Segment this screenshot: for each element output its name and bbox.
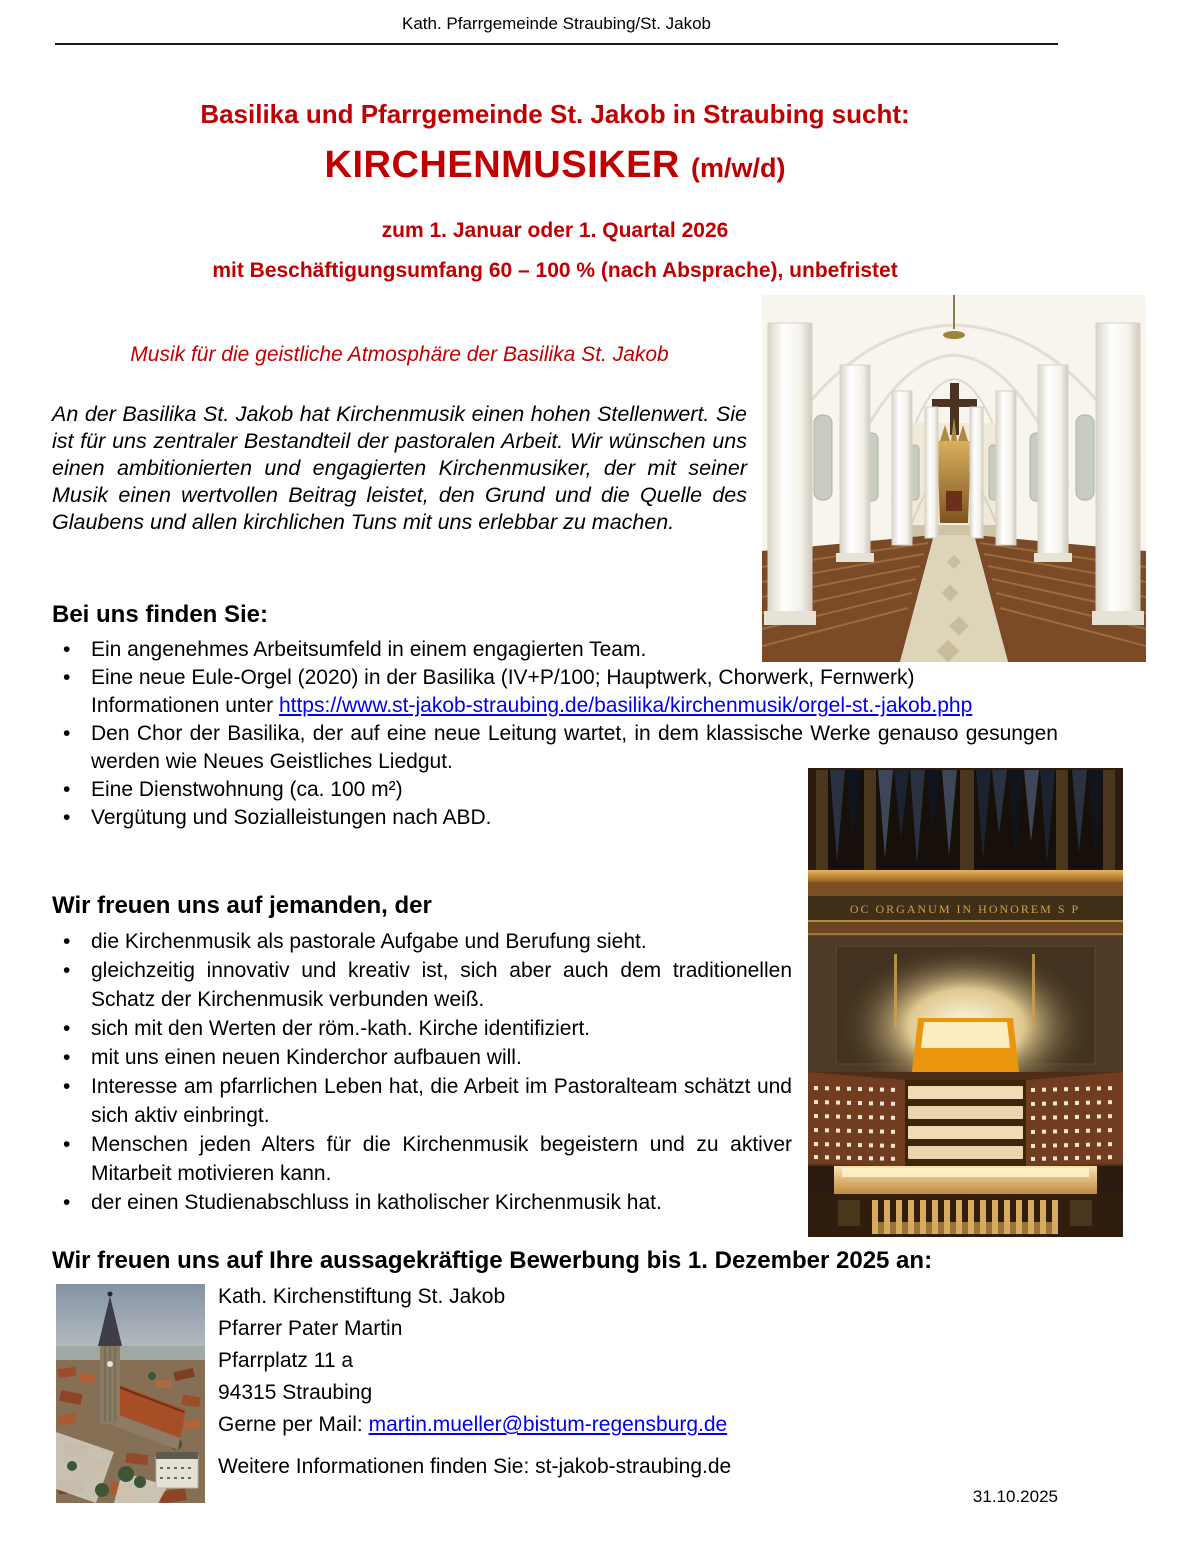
chandelier bbox=[943, 331, 965, 339]
offer-item-text: Ein angenehmes Arbeitsumfeld in einem engagierten Team. bbox=[91, 638, 647, 661]
contact-street: Pfarrplatz 11 a bbox=[218, 1349, 354, 1372]
contact-block bbox=[218, 1281, 727, 1441]
wish-item bbox=[52, 956, 792, 1014]
manuals bbox=[905, 1080, 1026, 1166]
offer-item-text: Vergütung und Sozialleistungen nach ABD. bbox=[91, 806, 492, 829]
wish-heading: Wir freuen uns auf jemanden, der bbox=[52, 892, 432, 919]
job-title bbox=[52, 144, 1058, 187]
intro-subtitle: Musik für die geistliche Atmosphäre der Basilika St. Jakob bbox=[130, 343, 669, 366]
wish-item-text: der einen Studienabschluss in katholischer Kirchenmusik hat. bbox=[91, 1191, 662, 1214]
orgel-info-link[interactable]: https://www.st-jakob-straubing.de/basilika/kirchenmusik/orgel-st.-jakob.php bbox=[278, 694, 973, 717]
organ-inscription-text: OC ORGANUM IN HONOREM S P bbox=[849, 902, 1081, 916]
employment-scope-line: mit Beschäftigungsumfang 60 – 100 % (nach Absprache), unbefristet bbox=[212, 259, 898, 282]
wish-item-text: die Kirchenmusik als pastorale Aufgabe und Berufung sieht. bbox=[91, 930, 647, 953]
aerial-basilica-photo bbox=[56, 1284, 205, 1503]
white-building bbox=[156, 1452, 198, 1488]
offer-item-text: Informationen unter bbox=[91, 694, 274, 717]
start-date-line: zum 1. Januar oder 1. Quartal 2026 bbox=[381, 219, 729, 242]
offer-heading: Bei uns finden Sie: bbox=[52, 601, 269, 628]
more-info-line: Weitere Informationen finden Sie: st-jakob-straubing.de bbox=[218, 1455, 732, 1478]
header-divider bbox=[55, 43, 1058, 45]
job-title-mwd: (m/w/d) bbox=[690, 153, 786, 183]
organ-pipes bbox=[816, 770, 1115, 870]
offer-item-text: Den Chor der Basilika, der auf eine neue Leitung wartet, in dem klassische Werke genauso gesungen werden wie Neues Geistliches Liedgut. bbox=[91, 722, 1058, 773]
organ-console-photo bbox=[808, 768, 1123, 1237]
wish-item bbox=[52, 1188, 792, 1217]
wish-item bbox=[52, 1072, 792, 1130]
title-line-1: Basilika und Pfarrgemeinde St. Jakob in Straubing sucht: bbox=[200, 99, 910, 129]
email-link[interactable]: martin.mueller@bistum-regensburg.de bbox=[368, 1413, 728, 1436]
job-title-main: KIRCHENMUSIKER bbox=[324, 144, 680, 186]
offer-item-text: Eine Dienstwohnung (ca. 100 m²) bbox=[91, 778, 403, 801]
church-interior-photo bbox=[762, 295, 1146, 662]
intro-paragraph: An der Basilika St. Jakob hat Kirchenmusik einen hohen Stellenwert. Sie ist für uns zentraler Bestandteil der pastoralen Arbeit. Wir wünschen uns einen ambitionierten und engagierten Kirchenmusiker, der mit seiner Musik einen wertvollen Beitrag leistet, den Grund und die Quelle des Glaubens und allen kirchlichen Tuns mit uns erlebbar zu machen. bbox=[52, 401, 747, 534]
mail-label: Gerne per Mail: bbox=[218, 1413, 363, 1436]
wish-list bbox=[52, 927, 792, 1217]
wish-item-text: Menschen jeden Alters für die Kirchenmusik begeistern und zu aktiver Mitarbeit motivieren kann. bbox=[91, 1133, 792, 1185]
wish-item bbox=[52, 1043, 792, 1072]
offer-item-text: Eine neue Eule-Orgel (2020) in der Basilika (IV+P/100; Hauptwerk, Chorwerk, Fernwerk) bbox=[91, 666, 915, 689]
contact-mail-line bbox=[218, 1409, 727, 1441]
wish-item-text: mit uns einen neuen Kinderchor aufbauen will. bbox=[91, 1046, 522, 1069]
wish-item bbox=[52, 1014, 792, 1043]
contact-person: Pfarrer Pater Martin bbox=[218, 1317, 403, 1340]
offer-item bbox=[52, 664, 1058, 720]
wish-item bbox=[52, 927, 792, 956]
page-header: Kath. Pfarrgemeinde Straubing/St. Jakob bbox=[401, 14, 711, 33]
application-heading: Wir freuen uns auf Ihre aussagekräftige Bewerbung bis 1. Dezember 2025 an: bbox=[52, 1247, 933, 1274]
wish-item-text: sich mit den Werten der röm.-kath. Kirche identifiziert. bbox=[91, 1017, 591, 1040]
offer-item bbox=[52, 636, 1058, 664]
contact-city: 94315 Straubing bbox=[218, 1381, 373, 1404]
contact-org: Kath. Kirchenstiftung St. Jakob bbox=[218, 1285, 506, 1308]
document-date: 31.10.2025 bbox=[972, 1487, 1058, 1506]
wish-item bbox=[52, 1130, 792, 1188]
wish-item-text: gleichzeitig innovativ und kreativ ist, sich aber auch dem traditionellen Schatz der Kirchenmusik verbunden weiß. bbox=[91, 959, 792, 1011]
wish-item-text: Interesse am pfarrlichen Leben hat, die Arbeit im Pastoralteam schätzt und sich aktiv einbringt. bbox=[91, 1075, 792, 1127]
